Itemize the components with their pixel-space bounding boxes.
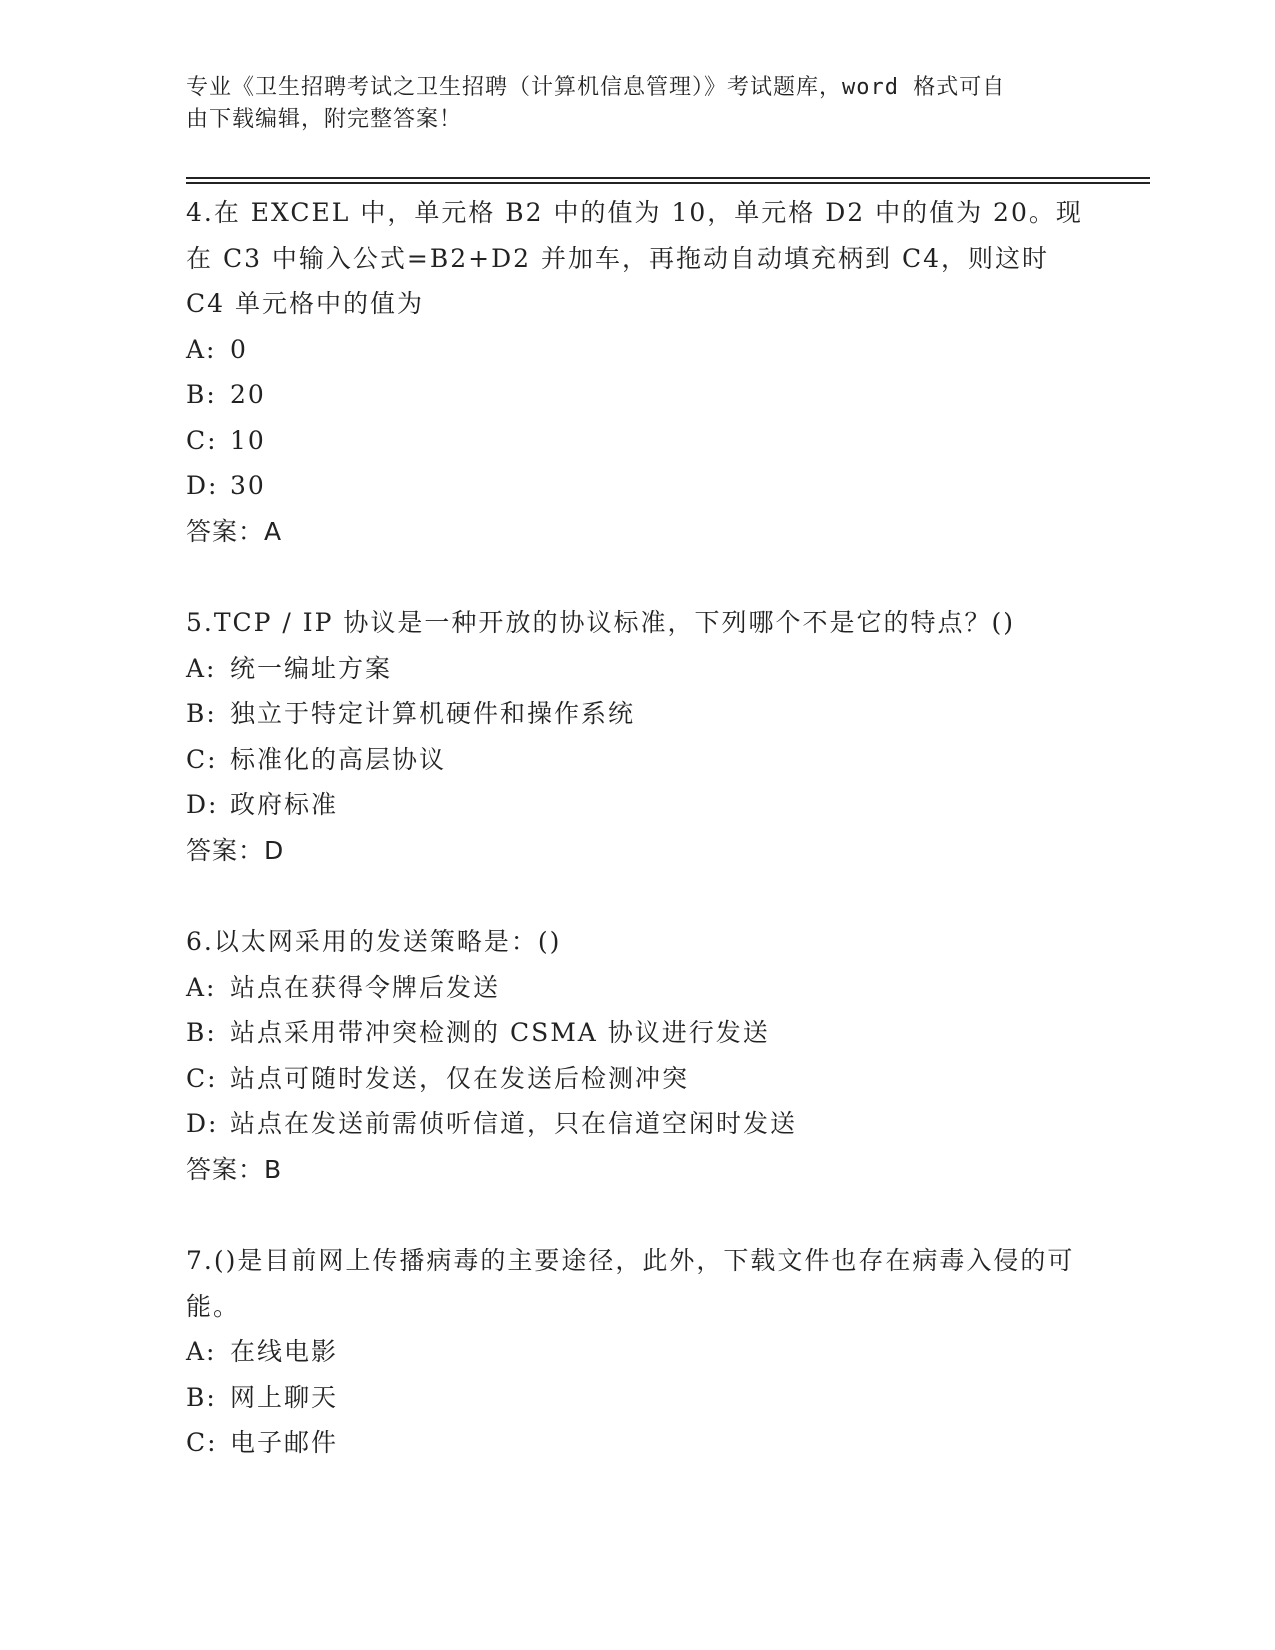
option-a	[186, 965, 1086, 1011]
option-text: 站点在发送前需侦听信道，只在信道空闲时发送	[230, 1109, 798, 1138]
option-letter: A:	[186, 972, 217, 1002]
document-intro	[186, 72, 1066, 136]
option-text: 网上聊天	[230, 1382, 339, 1412]
option-text: 政府标准	[230, 790, 339, 819]
option-letter: C:	[186, 744, 218, 774]
option-b	[186, 1375, 1086, 1421]
option-text: 0	[230, 334, 248, 364]
question-7	[186, 1238, 1086, 1466]
option-c	[186, 418, 1086, 464]
option-letter: B:	[186, 380, 217, 409]
option-letter: A:	[186, 334, 217, 364]
option-a	[186, 327, 1086, 373]
option-c	[186, 737, 1086, 783]
option-letter: B:	[186, 1018, 217, 1047]
intro-line-1: 专业《卫生招聘考试之卫生招聘（计算机信息管理）》考试题库，word 格式可自	[186, 75, 1006, 100]
option-letter: C:	[186, 425, 218, 455]
option-text: 独立于特定计算机硬件和操作系统	[230, 699, 636, 728]
option-b	[186, 691, 1086, 737]
option-d	[186, 1101, 1086, 1147]
question-5	[186, 600, 1086, 873]
option-text: 20	[230, 380, 266, 409]
option-d	[186, 463, 1086, 509]
option-letter: D:	[186, 471, 219, 500]
question-text: 7.()是目前网上传播病毒的主要途径，此外，下载文件也存在病毒入侵的可能。	[186, 1246, 1075, 1321]
option-letter: B:	[186, 1382, 217, 1412]
option-a	[186, 1329, 1086, 1375]
question-6	[186, 919, 1086, 1192]
question-text: 6.以太网采用的发送策略是：()	[186, 927, 562, 956]
option-c	[186, 1056, 1086, 1102]
intro-line-2: 由下载编辑，附完整答案！	[186, 107, 463, 132]
option-text: 标准化的高层协议	[230, 744, 447, 774]
option-text: 站点可随时发送，仅在发送后检测冲突	[230, 1063, 690, 1093]
question-list	[186, 190, 1086, 1512]
option-text: 电子邮件	[230, 1428, 339, 1457]
answer-line: 答案：D	[186, 835, 285, 865]
option-text: 30	[230, 471, 266, 500]
option-c	[186, 1420, 1086, 1466]
option-letter: D:	[186, 790, 219, 819]
option-letter: D:	[186, 1109, 219, 1138]
option-text: 站点采用带冲突检测的 CSMA 协议进行发送	[230, 1018, 770, 1047]
option-a	[186, 646, 1086, 692]
option-d	[186, 782, 1086, 828]
option-text: 统一编址方案	[230, 653, 393, 683]
option-text: 10	[230, 425, 266, 455]
option-letter: C:	[186, 1063, 218, 1093]
option-letter: B:	[186, 699, 217, 728]
option-letter: A:	[186, 1337, 217, 1366]
option-text: 站点在获得令牌后发送	[230, 972, 501, 1002]
header-rule-bottom	[186, 182, 1150, 184]
answer-line: 答案：B	[186, 1154, 283, 1184]
header-rule-top	[186, 177, 1150, 179]
option-letter: A:	[186, 653, 217, 683]
option-text: 在线电影	[230, 1337, 339, 1366]
question-4	[186, 190, 1086, 554]
question-text: 5.TCP / IP 协议是一种开放的协议标准，下列哪个不是它的特点？()	[186, 608, 1015, 637]
option-b	[186, 1010, 1086, 1056]
option-letter: C:	[186, 1428, 218, 1457]
answer-line: 答案：A	[186, 516, 283, 546]
option-b	[186, 372, 1086, 418]
question-text: 4.在 EXCEL 中，单元格 B2 中的值为 10，单元格 D2 中的值为 20。现在 C3 中输入公式=B2+D2 并加车，再拖动自动填充柄到 C4，则这时 C4 单元格中的值为	[186, 198, 1083, 318]
